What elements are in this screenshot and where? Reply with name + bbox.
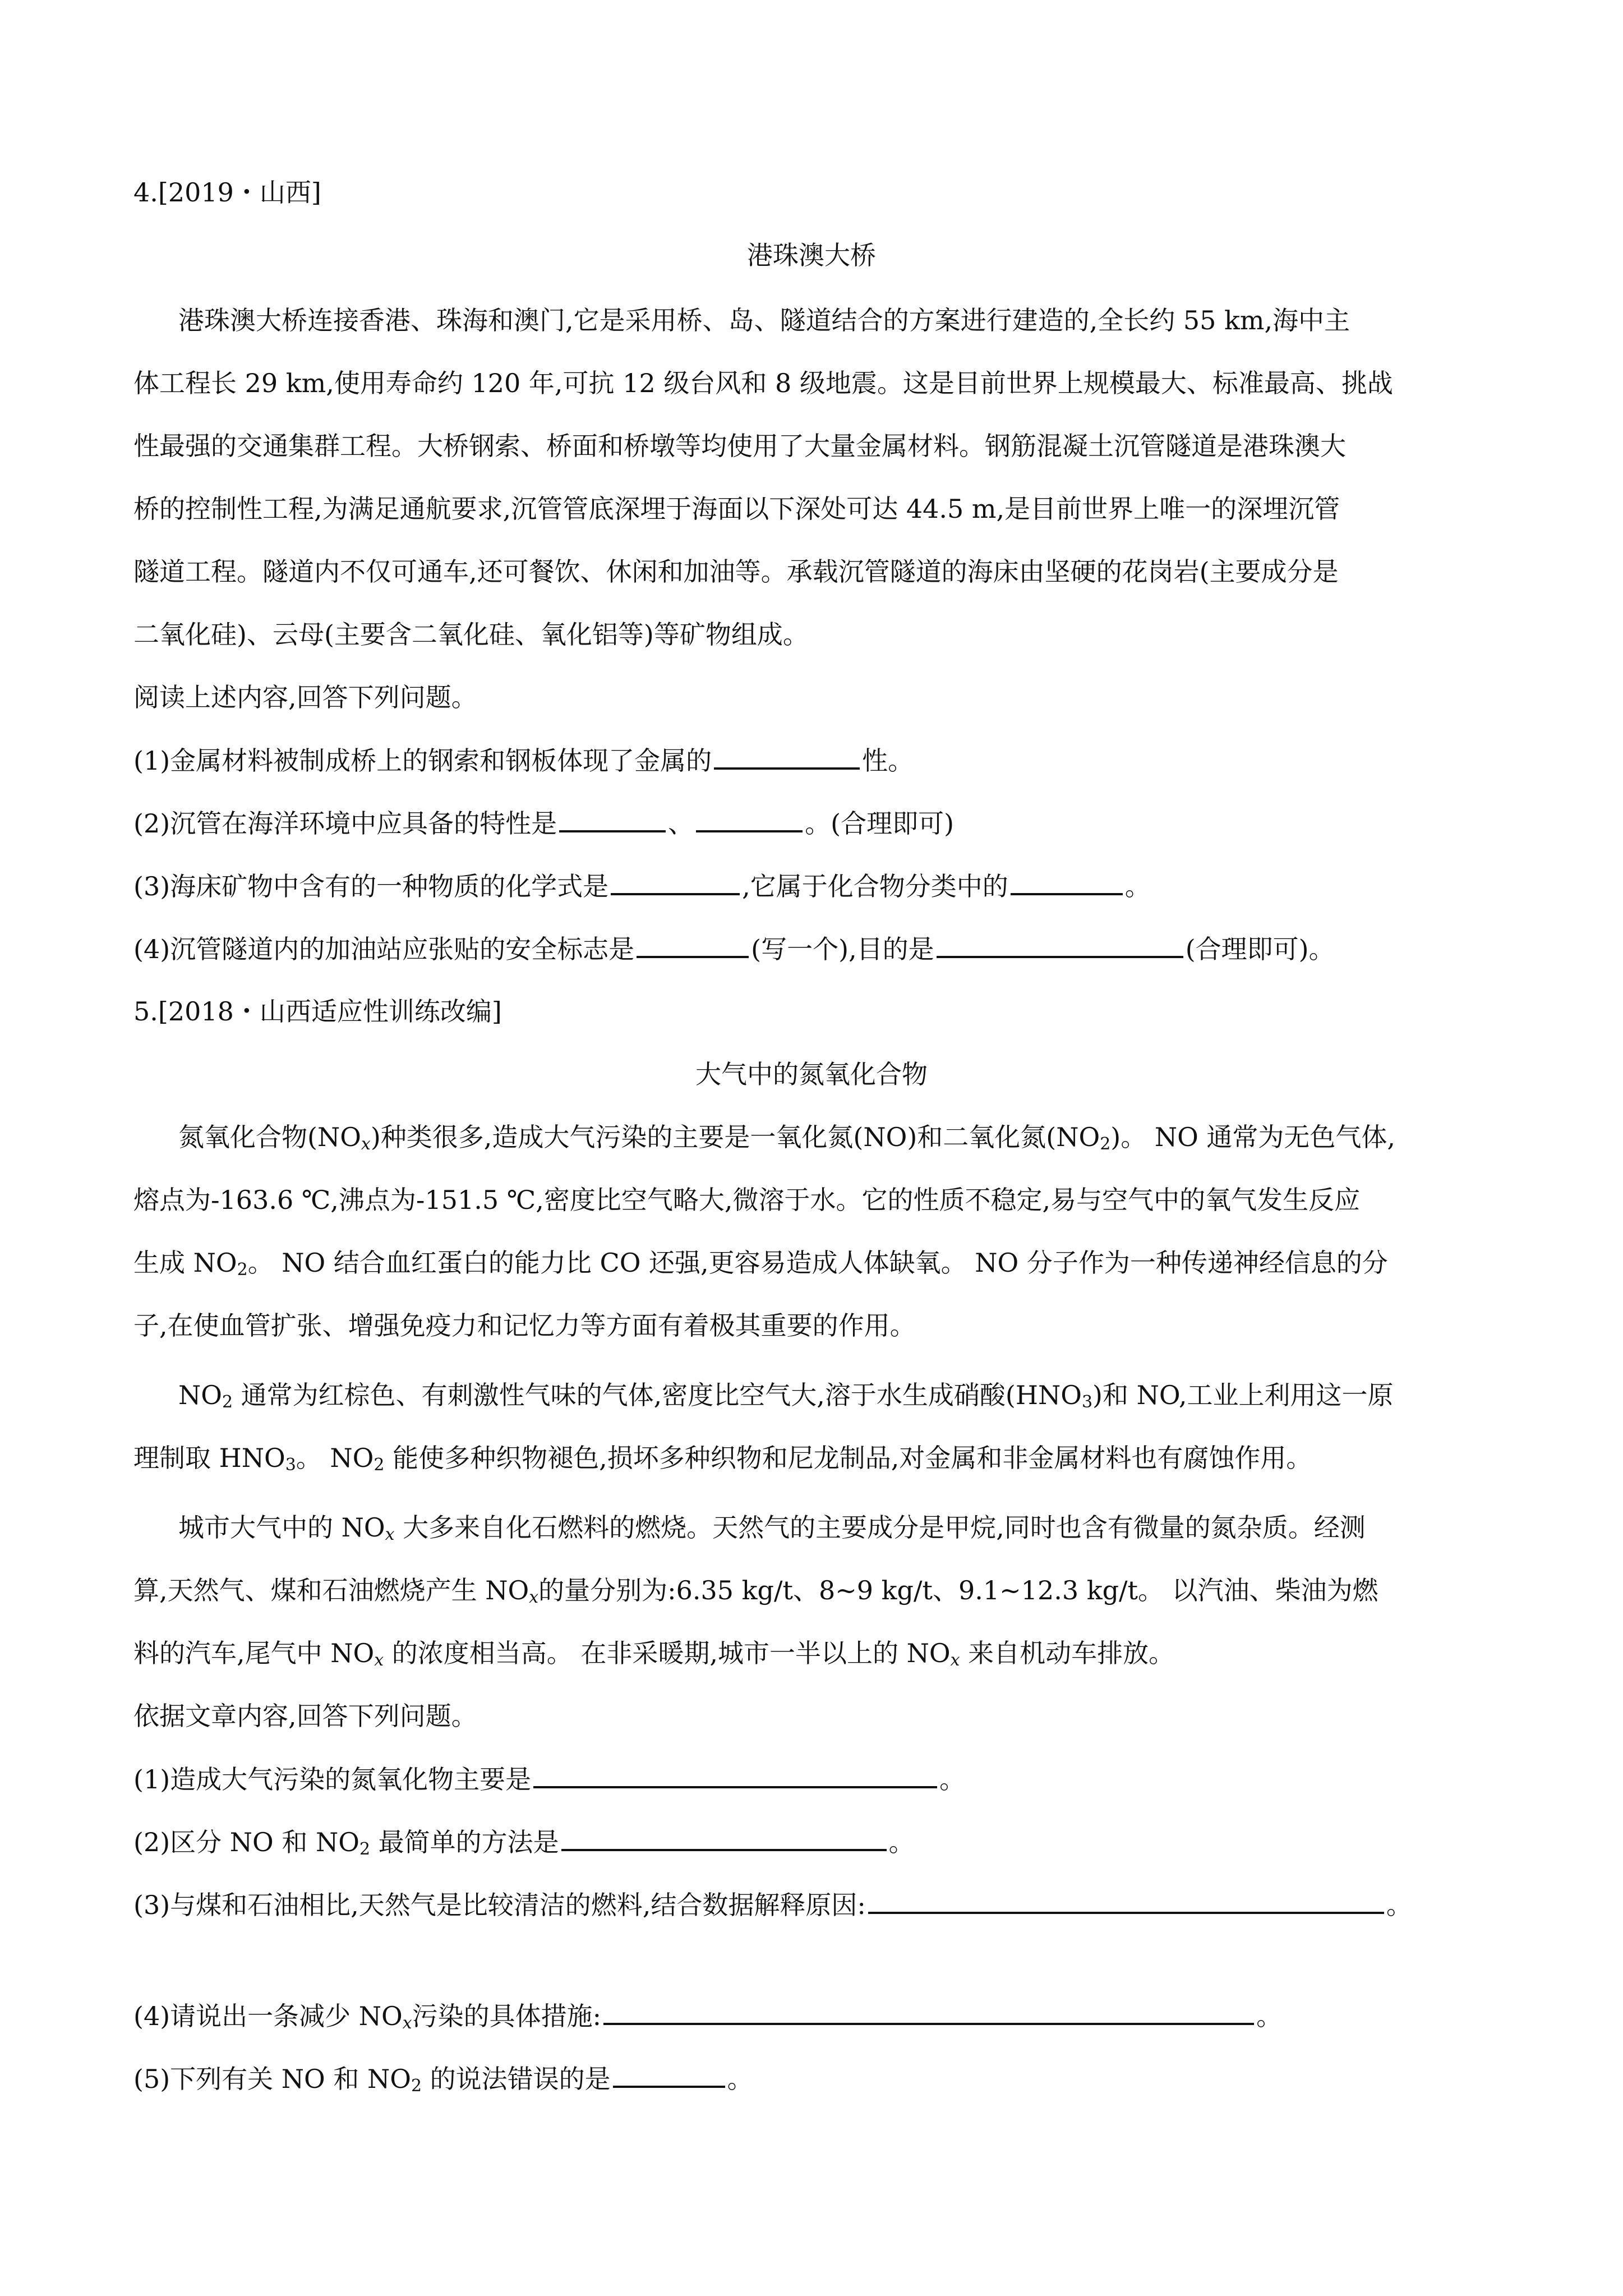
q5-paragraph-line: 生成 $NO_2$。 NO 结合血红蛋白的能力比 CO 还强,更容易造成人体缺氧。 NO 分子作为一种传递神经信息的分 (133, 1248, 1388, 1280)
answer-blank[interactable] (637, 931, 749, 958)
answer-blank[interactable] (611, 868, 740, 895)
answer-blank[interactable] (613, 2061, 725, 2088)
q4-paragraph-line: 二氧化硅)、云母(主要含二氧化硅、氧化铝等)等矿物组成。 (133, 619, 809, 650)
answer-blank[interactable] (561, 1824, 887, 1851)
q5-question-3: (3)与煤和石油相比,天然气是比较清洁的燃料,结合数据解释原因: 。 (133, 1887, 1511, 1922)
q4-paragraph-line: 体工程长 29 km,使用寿命约 120 年,可抗 12 级台风和 8 级地震。这是目前世界上规模最大、标准最高、挑战 (133, 368, 1393, 398)
q5-paragraph-line: 熔点为-163.6 ℃,沸点为-151.5 ℃,密度比空气略大,微溶于水。它的性质不稳定,易与空气中的氧气发生反应 (133, 1185, 1361, 1215)
q5-paragraph-line: 算,天然气、煤和石油燃烧产生 $NO_x$的量分别为:6.35 kg/t、8~9 kg/t、9.1~12.3 kg/t。 以汽油、柴油为燃 (133, 1575, 1378, 1607)
answer-blank[interactable] (603, 1998, 1254, 2025)
q5-paragraph-line: 城市大气中的 $NO_x$ 大多来自化石燃料的燃烧。天然气的主要成分是甲烷,同时也含有微量的氮杂质。经测 (178, 1512, 1366, 1544)
q4-question-3: (3)海床矿物中含有的一种物质的化学式是 ,它属于化合物分类中的 。 (133, 868, 1511, 904)
q4-question-2: (2)沉管在海洋环境中应具备的特性是 、 。(合理即可) (133, 806, 1511, 841)
answer-blank[interactable] (559, 806, 666, 832)
q4-question-4: (4)沉管隧道内的加油站应张贴的安全标志是 (写一个),目的是 (合理即可)。 (133, 931, 1511, 967)
q4-paragraph-line: 港珠澳大桥连接香港、珠海和澳门,它是采用桥、岛、隧道结合的方案进行建造的,全长约 55 km,海中主 (178, 305, 1350, 335)
q4-paragraph-line: 隧道工程。隧道内不仅可通车,还可餐饮、休闲和加油等。承载沉管隧道的海床由坚硬的花岗岩(主要成分是 (133, 556, 1339, 587)
q5-article-title: 大气中的氮氧化合物 (695, 1059, 928, 1089)
q4-prompt: 阅读上述内容,回答下列问题。 (133, 682, 477, 712)
q5-question-5: (5)下列有关 NO 和 $NO_2$ 的说法错误的是 。 (133, 2061, 1511, 2096)
q5-paragraph-line: 理制取 $HNO_3$。 $NO_2$ 能使多种织物褪色,损坏多种织物和尼龙制品,对金属和非金属材料也有腐蚀作用。 (133, 1443, 1312, 1475)
q5-question-4: (4)请说出一条减少 $NO_x$污染的具体措施: 。 (133, 1998, 1511, 2033)
answer-blank[interactable] (1011, 868, 1123, 895)
q5-paragraph-line: 子,在使血管扩张、增强免疫力和记忆力等方面有着极其重要的作用。 (133, 1310, 916, 1341)
q5-header: 5.[2018・山西适应性训练改编] (133, 996, 502, 1027)
q5-question-2: (2)区分 NO 和 $NO_2$ 最简单的方法是 。 (133, 1824, 1511, 1860)
q5-question-1: (1)造成大气污染的氮氧化物主要是 。 (133, 1761, 1511, 1797)
answer-blank[interactable] (714, 743, 860, 770)
q5-prompt: 依据文章内容,回答下列问题。 (133, 1701, 477, 1731)
answer-blank[interactable] (696, 806, 803, 832)
q4-article-title: 港珠澳大桥 (747, 240, 876, 270)
answer-blank[interactable] (868, 1887, 1384, 1914)
q5-paragraph-line: 料的汽车,尾气中 $NO_x$ 的浓度相当高。 在非采暖期,城市一半以上的 $NO_x$ 来自机动车排放。 (133, 1638, 1175, 1670)
answer-blank[interactable] (937, 931, 1183, 958)
q4-paragraph-line: 性最强的交通集群工程。大桥钢索、桥面和桥墩等均使用了大量金属材料。钢筋混凝土沉管隧道是港珠澳大 (133, 431, 1346, 461)
answer-blank[interactable] (533, 1761, 937, 1788)
q5-paragraph-line: 氮氧化合物$(NO_x)$种类很多,造成大气污染的主要是一氧化氮(NO)和二氧化氮$(NO_2)$。 NO 通常为无色气体, (178, 1122, 1396, 1154)
q4-question-1: (1)金属材料被制成桥上的钢索和钢板体现了金属的 性。 (133, 743, 1511, 778)
q4-header: 4.[2019・山西] (133, 177, 321, 208)
q4-paragraph-line: 桥的控制性工程,为满足通航要求,沉管管底深埋于海面以下深处可达 44.5 m,是目前世界上唯一的深埋沉管 (133, 494, 1340, 524)
q5-paragraph-line: $NO_2$ 通常为红棕色、有刺激性气味的气体,密度比空气大,溶于水生成硝酸$(HNO_3)$和 NO,工业上利用这一原 (178, 1380, 1394, 1412)
